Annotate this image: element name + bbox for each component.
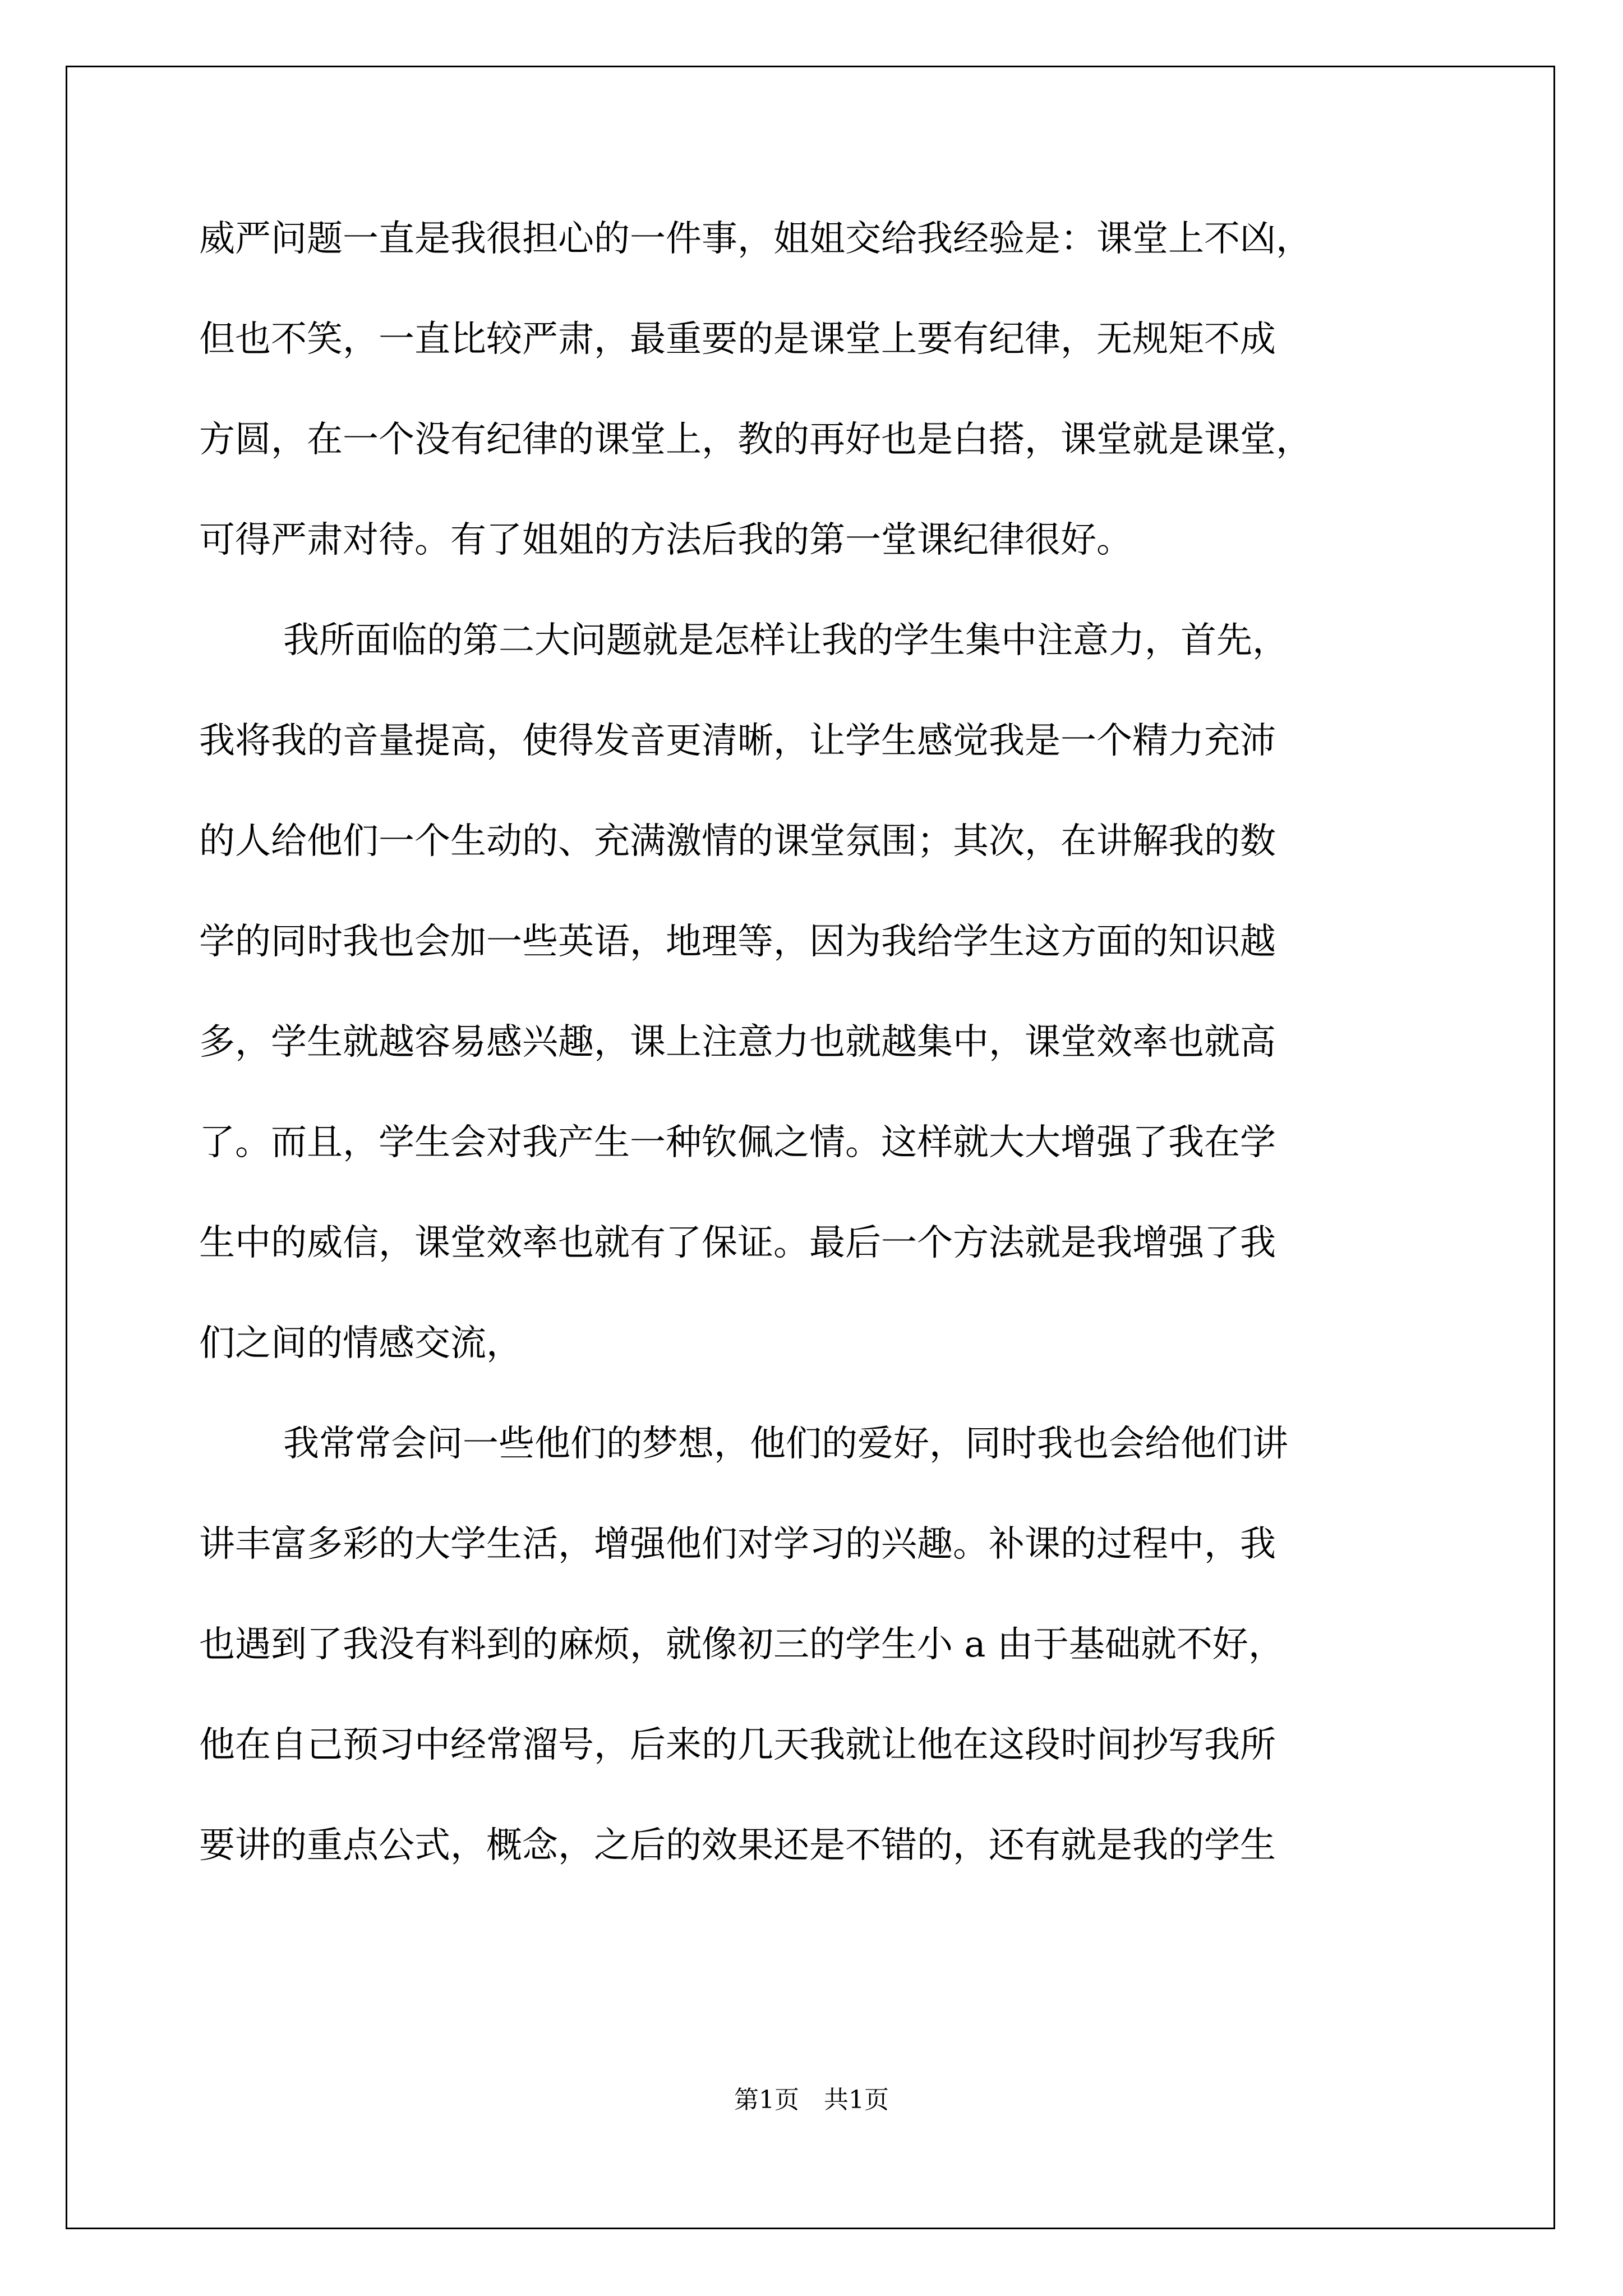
document-body (199, 219, 1430, 1926)
text-line: 多，学生就越容易感兴趣，课上注意力也就越集中，课堂效率也就高 (199, 1022, 1276, 1063)
text-line: 生中的威信，课堂效率也就有了保证。最后一个方法就是我增强了我 (199, 1222, 1276, 1264)
paragraph-start-line: 我常常会问一些他们的梦想，他们的爱好，同时我也会给他们讲 (283, 1423, 1288, 1465)
text-line: 可得严肃对待。有了姐姐的方法后我的第一堂课纪律很好。 (199, 519, 1132, 561)
text-line: 威严问题一直是我很担心的一件事，姐姐交给我经验是：课堂上不凶， (199, 218, 1312, 260)
text-line: 要讲的重点公式，概念，之后的效果还是不错的，还有就是我的学生 (199, 1825, 1276, 1866)
text-line: 学的同时我也会加一些英语，地理等，因为我给学生这方面的知识越 (199, 921, 1276, 963)
text-line: 我将我的音量提高，使得发音更清晰，让学生感觉我是一个精力充沛 (199, 720, 1276, 762)
text-line: 他在自己预习中经常溜号，后来的几天我就让他在这段时间抄写我所 (199, 1724, 1276, 1766)
text-line: 讲丰富多彩的大学生活，增强他们对学习的兴趣。补课的过程中，我 (199, 1524, 1276, 1565)
text-line: 的人给他们一个生动的、充满激情的课堂氛围；其次，在讲解我的数 (199, 821, 1276, 862)
paragraph-start-line: 我所面临的第二大问题就是怎样让我的学生集中注意力，首先， (283, 620, 1288, 661)
text-line: 也遇到了我没有料到的麻烦，就像初三的学生小 a 由于基础就不好， (199, 1624, 1284, 1665)
text-line: 方圆，在一个没有纪律的课堂上，教的再好也是白搭，课堂就是课堂， (199, 419, 1312, 461)
text-line: 但也不笑，一直比较严肃，最重要的是课堂上要有纪律，无规矩不成 (199, 319, 1276, 360)
text-line: 了。而且，学生会对我产生一种钦佩之情。这样就大大增强了我在学 (199, 1122, 1276, 1163)
page-number-footer: 第1页 共1页 (734, 2086, 889, 2114)
text-line: 们之间的情感交流， (199, 1323, 522, 1364)
